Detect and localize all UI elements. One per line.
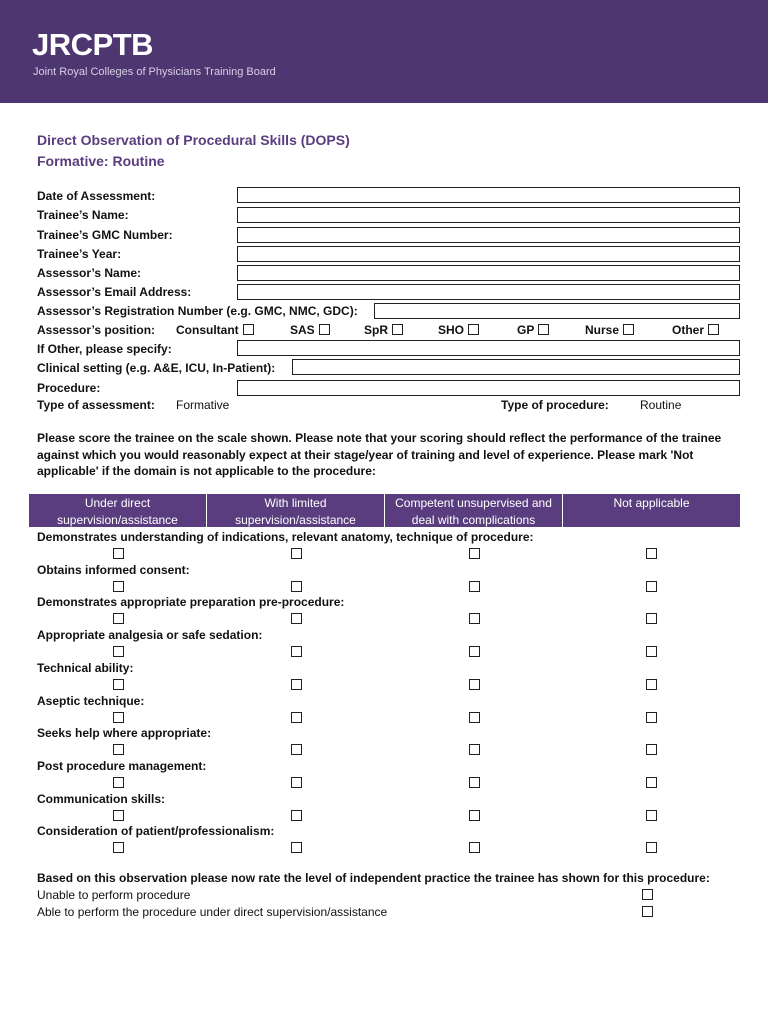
- position-nurse-label: Nurse: [585, 323, 620, 337]
- domain-10-competent-checkbox[interactable]: [469, 842, 480, 853]
- domain-1-na-checkbox[interactable]: [646, 548, 657, 559]
- domain-7-na-checkbox[interactable]: [646, 744, 657, 755]
- domain-5-limited-checkbox[interactable]: [291, 679, 302, 690]
- domain-6-competent-checkbox[interactable]: [469, 712, 480, 723]
- domain-1-competent-checkbox[interactable]: [469, 548, 480, 559]
- domain-7-direct-checkbox[interactable]: [113, 744, 124, 755]
- position-other-label: Other: [672, 323, 705, 337]
- domain-label: Communication skills:: [37, 791, 166, 806]
- org-name: Joint Royal Colleges of Physicians Training Board: [33, 66, 276, 78]
- date-field[interactable]: [237, 187, 740, 203]
- position-sho[interactable]: [438, 323, 479, 337]
- domain-7-competent-checkbox[interactable]: [469, 744, 480, 755]
- scale-header: [29, 494, 740, 527]
- rating-checkbox-unable[interactable]: [642, 889, 653, 900]
- position-consultant-label: Consultant: [176, 323, 239, 337]
- domain-3-na-checkbox[interactable]: [646, 613, 657, 624]
- position-nurse[interactable]: [585, 323, 634, 337]
- domain-2-limited-checkbox[interactable]: [291, 581, 302, 592]
- type-assessment-value: Formative: [176, 398, 230, 412]
- page-title: Direct Observation of Procedural Skills (DOPS): [37, 132, 350, 148]
- logo: JRCPTB: [32, 27, 154, 62]
- procedure-field[interactable]: [237, 380, 740, 396]
- position-other[interactable]: [672, 323, 719, 337]
- gmc-label: Trainee’s GMC Number:: [37, 228, 173, 242]
- domain-label: Consideration of patient/professionalism:: [37, 824, 275, 839]
- registration-field[interactable]: [374, 303, 740, 319]
- domain-7-limited-checkbox[interactable]: [291, 744, 302, 755]
- position-sho-label: SHO: [438, 323, 465, 337]
- domain-9-na-checkbox[interactable]: [646, 810, 657, 821]
- clinical-setting-field[interactable]: [292, 359, 740, 375]
- other-specify-label: If Other, please specify:: [37, 342, 172, 356]
- page-subtitle: Formative: Routine: [37, 153, 165, 169]
- assessor-email-field[interactable]: [237, 284, 740, 300]
- domain-6-limited-checkbox[interactable]: [291, 712, 302, 723]
- domain-label: Obtains informed consent:: [37, 562, 190, 577]
- domain-label: Technical ability:: [37, 660, 134, 675]
- domain-4-limited-checkbox[interactable]: [291, 646, 302, 657]
- domain-6-direct-checkbox[interactable]: [113, 712, 124, 723]
- domain-2-na-checkbox[interactable]: [646, 581, 657, 592]
- position-sas-label: SAS: [290, 323, 315, 337]
- domain-3-direct-checkbox[interactable]: [113, 613, 124, 624]
- domain-2-competent-checkbox[interactable]: [469, 581, 480, 592]
- domain-10-limited-checkbox[interactable]: [291, 842, 302, 853]
- domain-label: Demonstrates appropriate preparation pre-procedure:: [37, 595, 345, 610]
- domain-4-direct-checkbox[interactable]: [113, 646, 124, 657]
- position-gp-label: GP: [517, 323, 535, 337]
- position-gp[interactable]: [517, 323, 549, 337]
- year-field[interactable]: [237, 246, 740, 262]
- registration-label: Assessor’s Registration Number (e.g. GMC, NMC, GDC):: [37, 304, 358, 318]
- rating-question: Based on this observation please now rate the level of independent practice the trainee has shown for this procedure:: [37, 871, 710, 885]
- domain-10-na-checkbox[interactable]: [646, 842, 657, 853]
- domain-3-competent-checkbox[interactable]: [469, 613, 480, 624]
- position-sas[interactable]: [290, 323, 330, 337]
- other-checkbox[interactable]: [708, 324, 719, 335]
- trainee-name-field[interactable]: [237, 207, 740, 223]
- gp-checkbox[interactable]: [538, 324, 549, 335]
- assessor-name-label: Assessor’s Name:: [37, 266, 142, 280]
- domain-8-competent-checkbox[interactable]: [469, 777, 480, 788]
- instructions: Please score the trainee on the scale shown. Please note that your scoring should reflect the performance of the trainee against which you would reasonably expect at their stage/year of training and level of experience. Please mark 'Not applicable' if the domain is not applicable to the procedure:: [37, 431, 722, 478]
- date-label: Date of Assessment:: [37, 189, 156, 203]
- domain-2-direct-checkbox[interactable]: [113, 581, 124, 592]
- domain-8-direct-checkbox[interactable]: [113, 777, 124, 788]
- type-procedure-value: Routine: [640, 398, 682, 412]
- scale-header-limited: With limited supervision/assistance: [207, 494, 385, 527]
- domain-label: Appropriate analgesia or safe sedation:: [37, 628, 263, 643]
- sho-checkbox[interactable]: [468, 324, 479, 335]
- domain-4-na-checkbox[interactable]: [646, 646, 657, 657]
- sas-checkbox[interactable]: [319, 324, 330, 335]
- domain-10-direct-checkbox[interactable]: [113, 842, 124, 853]
- scale-header-na: Not applicable: [563, 494, 740, 527]
- assessor-name-field[interactable]: [237, 265, 740, 281]
- domain-1-limited-checkbox[interactable]: [291, 548, 302, 559]
- type-assessment-label: Type of assessment:: [37, 398, 155, 412]
- scale-header-competent: Competent unsupervised and deal with complications: [385, 494, 563, 527]
- domain-9-limited-checkbox[interactable]: [291, 810, 302, 821]
- header-banner: [0, 0, 768, 103]
- domain-label: Post procedure management:: [37, 758, 207, 773]
- domain-6-na-checkbox[interactable]: [646, 712, 657, 723]
- rating-option-direct: Able to perform the procedure under direct supervision/assistance: [37, 905, 388, 919]
- nurse-checkbox[interactable]: [623, 324, 634, 335]
- domain-5-na-checkbox[interactable]: [646, 679, 657, 690]
- other-specify-field[interactable]: [237, 340, 740, 356]
- domain-8-limited-checkbox[interactable]: [291, 777, 302, 788]
- domain-3-limited-checkbox[interactable]: [291, 613, 302, 624]
- scale-header-direct: Under direct supervision/assistance: [29, 494, 207, 527]
- domain-8-na-checkbox[interactable]: [646, 777, 657, 788]
- position-spr[interactable]: [364, 323, 403, 337]
- domain-4-competent-checkbox[interactable]: [469, 646, 480, 657]
- domain-5-competent-checkbox[interactable]: [469, 679, 480, 690]
- position-consultant[interactable]: [176, 323, 254, 337]
- spr-checkbox[interactable]: [392, 324, 403, 335]
- rating-checkbox-direct[interactable]: [642, 906, 653, 917]
- domain-9-direct-checkbox[interactable]: [113, 810, 124, 821]
- domain-1-direct-checkbox[interactable]: [113, 548, 124, 559]
- type-procedure-label: Type of procedure:: [501, 398, 609, 412]
- domain-label: Aseptic technique:: [37, 693, 145, 708]
- year-label: Trainee’s Year:: [37, 247, 122, 261]
- domain-label: Demonstrates understanding of indications, relevant anatomy, technique of procedure:: [37, 530, 534, 544]
- position-spr-label: SpR: [364, 323, 388, 337]
- assessor-email-label: Assessor’s Email Address:: [37, 285, 192, 299]
- consultant-checkbox[interactable]: [243, 324, 254, 335]
- clinical-setting-label: Clinical setting (e.g. A&E, ICU, In-Patient):: [37, 361, 276, 375]
- domain-5-direct-checkbox[interactable]: [113, 679, 124, 690]
- domain-9-competent-checkbox[interactable]: [469, 810, 480, 821]
- position-label: Assessor’s position:: [37, 323, 156, 337]
- trainee-name-label: Trainee’s Name:: [37, 208, 129, 222]
- procedure-label: Procedure:: [37, 381, 101, 395]
- domain-label: Seeks help where appropriate:: [37, 726, 212, 741]
- rating-option-unable: Unable to perform procedure: [37, 888, 191, 902]
- gmc-field[interactable]: [237, 227, 740, 243]
